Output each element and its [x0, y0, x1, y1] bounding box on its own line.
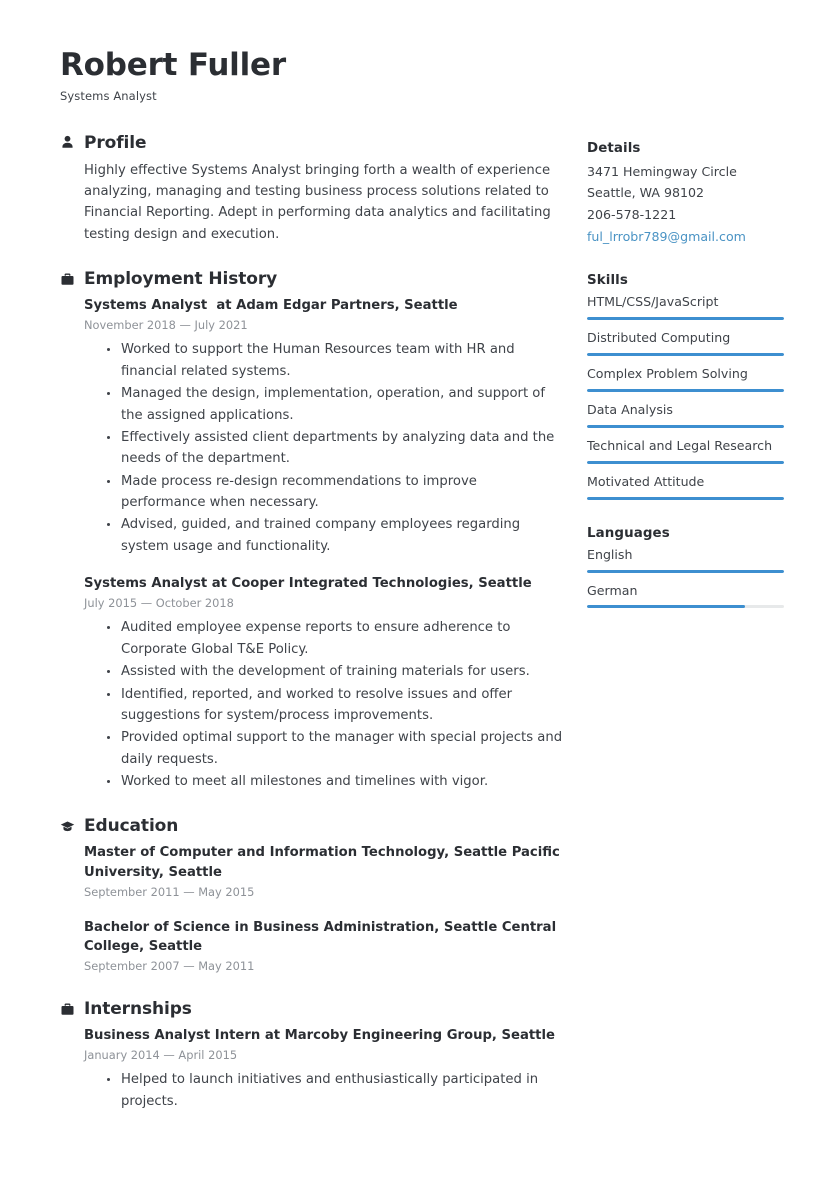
sidebar-skills: [587, 273, 784, 499]
sidebar-details: [587, 141, 784, 248]
section-education-title: Education: [84, 816, 179, 837]
skill-label: HTML/CSS/JavaScript: [587, 294, 719, 310]
language-rating-track: [587, 605, 784, 608]
email-link[interactable]: ful_lrrobr789@gmail.com: [587, 228, 746, 244]
entry-date: September 2011 — May 2015: [84, 884, 255, 899]
section-employment-title: Employment History: [84, 269, 278, 290]
bullet-item: Provided optimal support to the manager with special projects and daily requests.: [105, 727, 565, 770]
briefcase-icon: [60, 272, 75, 287]
language-rating-track: [587, 570, 784, 573]
bullet-item: Assisted with the development of training materials for users.: [105, 661, 565, 682]
person-icon: [60, 135, 75, 150]
entry-bullets: [84, 339, 565, 557]
skill-rating-fill: [587, 425, 784, 428]
education-entry: [84, 843, 565, 900]
graduation-cap-icon: [60, 819, 75, 834]
sidebar-column: [587, 133, 784, 635]
section-employment-header: [60, 269, 565, 289]
skill-rating-track: [587, 497, 784, 500]
entry-title: Systems Analyst at Cooper Integrated Technologies, Seattle: [84, 576, 532, 592]
language-label: English: [587, 546, 633, 562]
entry-title: Bachelor of Science in Business Administration, Seattle Central College, Seattle: [84, 919, 561, 954]
entry-title: Business Analyst Intern at Marcoby Engineering Group, Seattle: [84, 1028, 555, 1044]
skill-label: Data Analysis: [587, 401, 673, 417]
section-profile-body: [60, 160, 565, 246]
language-item: [587, 582, 784, 609]
skill-item: [587, 437, 784, 464]
skill-rating-fill: [587, 353, 784, 356]
language-rating-fill: [587, 570, 784, 573]
resume-header: [60, 48, 780, 103]
sidebar-details-title: Details: [587, 140, 641, 156]
entry-title: Systems Analyst at Adam Edgar Partners, Seattle: [84, 298, 458, 314]
language-rating-fill: [587, 605, 745, 608]
main-column: [60, 133, 565, 1137]
skill-rating-track: [587, 353, 784, 356]
section-profile: [60, 133, 565, 246]
entry-date: January 2014 — April 2015: [84, 1048, 238, 1063]
section-internships-title: Internships: [84, 999, 192, 1020]
skill-label: Distributed Computing: [587, 330, 731, 346]
sidebar-languages: [587, 526, 784, 609]
bullet-item: Worked to support the Human Resources team with HR and financial related systems.: [105, 339, 565, 382]
section-education: [60, 816, 565, 975]
skill-item: [587, 293, 784, 320]
entry-date: November 2018 — July 2021: [84, 318, 248, 333]
skill-label: Technical and Legal Research: [587, 437, 773, 453]
skill-rating-fill: [587, 317, 784, 320]
skill-rating-fill: [587, 497, 784, 500]
section-education-header: [60, 816, 565, 836]
entry-title: Master of Computer and Information Technology, Seattle Pacific University, Seattle: [84, 845, 565, 880]
address-line-2: Seattle, WA 98102: [587, 185, 705, 201]
section-internships: [60, 999, 565, 1112]
entry-date: September 2007 — May 2011: [84, 959, 255, 974]
candidate-job-title: Systems Analyst: [60, 88, 157, 103]
language-label: German: [587, 582, 638, 598]
section-employment-body: [60, 296, 565, 792]
internship-entry: [84, 1026, 565, 1112]
bullet-item: Effectively assisted client departments by analyzing data and the needs of the department.: [105, 427, 565, 470]
section-internships-header: [60, 999, 565, 1019]
bullet-item: Managed the design, implementation, operation, and support of the assigned applications.: [105, 383, 565, 426]
employment-entry: [84, 296, 565, 557]
language-item: [587, 546, 784, 573]
entry-date: July 2015 — October 2018: [84, 596, 234, 611]
entry-bullets: [84, 1069, 565, 1112]
skill-item: [587, 401, 784, 428]
profile-text: Highly effective Systems Analyst bringing forth a wealth of experience analyzing, managing and testing business process solutions related to Financial Reporting. Adept in performing data analytics and facilitating testing design and execution.: [84, 162, 551, 242]
sidebar-languages-title: Languages: [587, 525, 670, 541]
bullet-item: Worked to meet all milestones and timelines with vigor.: [105, 771, 565, 792]
bullet-item: Helped to launch initiatives and enthusiastically participated in projects.: [105, 1069, 565, 1112]
sidebar-skills-title: Skills: [587, 273, 628, 289]
bullet-item: Made process re-design recommendations to improve performance when necessary.: [105, 471, 565, 514]
section-internships-body: [60, 1026, 565, 1112]
section-profile-title: Profile: [84, 132, 147, 153]
section-education-body: [60, 843, 565, 975]
employment-entry: [84, 574, 565, 792]
briefcase-icon: [60, 1002, 75, 1017]
skill-rating-fill: [587, 389, 784, 392]
candidate-name: Robert Fuller: [60, 47, 286, 83]
phone-number: 206-578-1221: [587, 206, 677, 222]
section-profile-header: [60, 133, 565, 153]
section-employment: [60, 269, 565, 792]
skill-rating-track: [587, 317, 784, 320]
skill-rating-track: [587, 389, 784, 392]
bullet-item: Identified, reported, and worked to resolve issues and offer suggestions for system/process improvements.: [105, 684, 565, 727]
skill-rating-track: [587, 461, 784, 464]
entry-bullets: [84, 617, 565, 792]
bullet-item: Advised, guided, and trained company employees regarding system usage and functionality.: [105, 514, 565, 557]
skill-item: [587, 365, 784, 392]
bullet-item: Audited employee expense reports to ensure adherence to Corporate Global T&E Policy.: [105, 617, 565, 660]
resume-columns: [60, 133, 780, 1137]
skill-label: Complex Problem Solving: [587, 366, 748, 382]
education-entry: [84, 918, 565, 975]
skill-item: [587, 473, 784, 500]
address-line-1: 3471 Hemingway Circle: [587, 163, 737, 179]
skill-rating-fill: [587, 461, 784, 464]
skill-rating-track: [587, 425, 784, 428]
skill-label: Motivated Attitude: [587, 473, 705, 489]
skill-item: [587, 329, 784, 356]
